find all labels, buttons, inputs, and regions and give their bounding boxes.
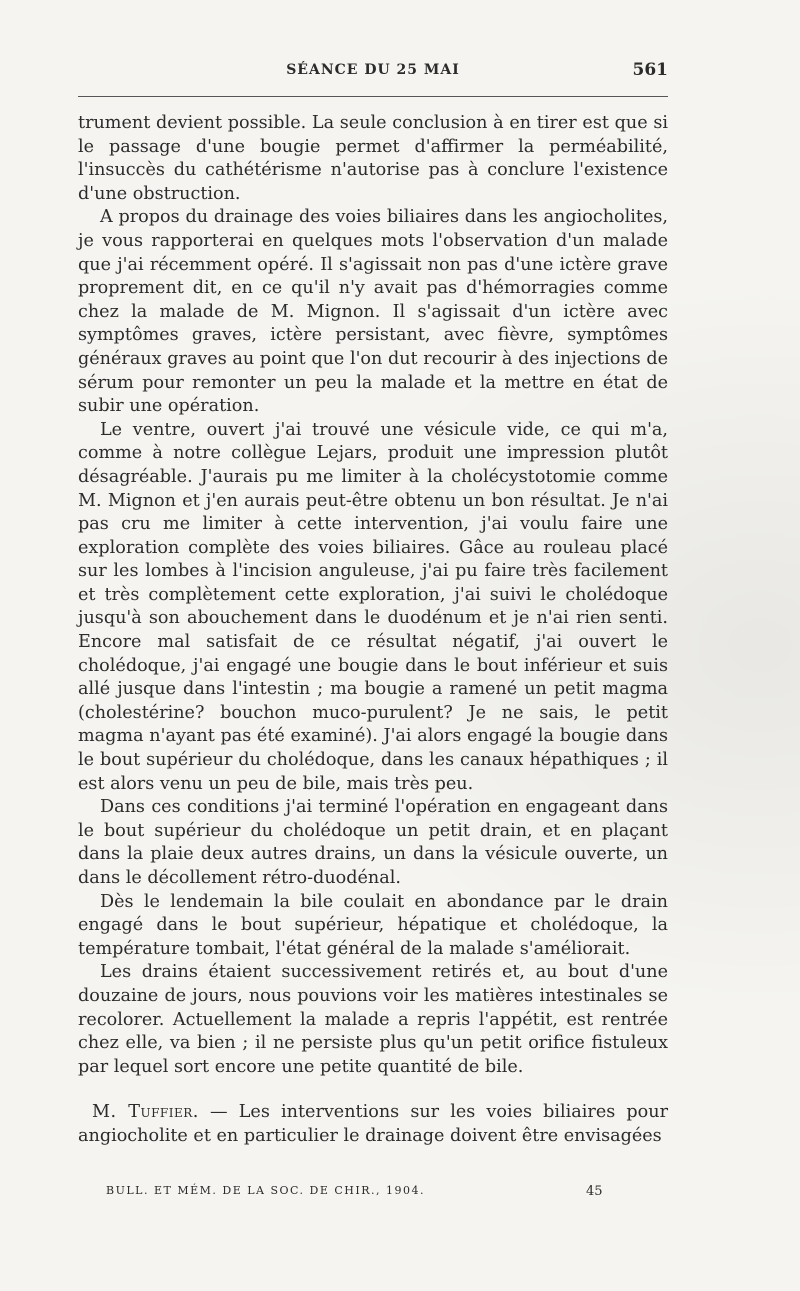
page-header (78, 62, 668, 84)
speaker-name: M. Tuffier. (92, 1102, 199, 1123)
footer-signature: BULL. ET MÉM. DE LA SOC. DE CHIR., 1904. (106, 1184, 425, 1197)
paragraph: A propos du drainage des voies biliaires dans les angiocholites, je vous rapporterai en quelques mots l'observation d'un malade que j'ai récemment opéré. Il s'agissait non pas d'une ictère grave proprement dit, en ce qu'il n'y avait pas d'hémorragies comme chez la malade de M. Mignon. Il s'agissait d'un ictère avec symptômes graves, ictère persistant, avec fièvre, symptômes généraux graves au point que l'on dut recourir à des injections de sérum pour remonter un peu la malade et la mettre en état de subir une opération. (78, 207, 668, 417)
running-title: SÉANCE DU 25 MAI (286, 62, 460, 78)
paragraph: Le ventre, ouvert j'ai trouvé une vésicule vide, ce qui m'a, comme à notre collègue Lejars, produit une impression plutôt désagréable. J'aurais pu me limiter à la cholécystotomie comme M. Mignon et j'en aurais peut-être obtenu un bon résultat. Je n'ai pas cru me limiter à cette intervention, j'ai voulu faire une exploration complète des voies biliaires. Gâce au rouleau placé sur les lombes à l'incision anguleuse, j'ai pu faire très facilement et très complètement cette exploration, j'ai suivi le cholédoque jusqu'à son abouchement dans le duodénum et je n'ai rien senti. Encore mal satisfait de ce résultat négatif, j'ai ouvert le cholédoque, j'ai engagé une bougie dans le bout inférieur et suis allé jusque dans l'intestin ; ma bougie a ramené un petit magma (cholestérine? bouchon muco-purulent? Je ne sais, le petit magma n'ayant pas été examiné). J'ai alors engagé la bougie dans le bout supérieur du cholédoque, dans les canaux hépathiques ; il est alors venu un peu de bile, mais très peu. (78, 419, 668, 794)
speaker-paragraph (78, 1101, 668, 1148)
paragraph: Dans ces conditions j'ai terminé l'opération en engageant dans le bout supérieur du cholédoque un petit drain, et en plaçant dans la plaie deux autres drains, un dans la vésicule ouverte, un dans le décollement rétro-duodénal. (78, 797, 668, 888)
speaker-text: — Les interventions sur les voies biliaires pour angiocholite et en particulier le drainage doivent être envisagées (78, 1102, 668, 1146)
paragraph: Les drains étaient successivement retirés et, au bout d'une douzaine de jours, nous pouvions voir les matières intestinales se recolorer. Actuellement la malade a repris l'appétit, est rentrée chez elle, va bien ; il ne persiste plus qu'un petit orifice fistuleux par lequel sort encore une petite quantité de bile. (78, 962, 668, 1077)
body-text (78, 112, 668, 1149)
paragraph: trument devient possible. La seule conclusion à en tirer est que si le passage d'une bougie permet d'affirmer la perméabilité, l'insuccès du cathétérisme n'autorise pas à conclure l'existence d'une obstruction. (78, 113, 668, 204)
paragraph: Dès le lendemain la bile coulait en abondance par le drain engagé dans le bout supérieur, hépatique et cholédoque, la température tombait, l'état général de la malade s'améliorait. (78, 891, 668, 959)
header-rule (78, 96, 668, 97)
page-number: 561 (632, 60, 668, 80)
footer-sheet-number: 45 (586, 1184, 603, 1199)
